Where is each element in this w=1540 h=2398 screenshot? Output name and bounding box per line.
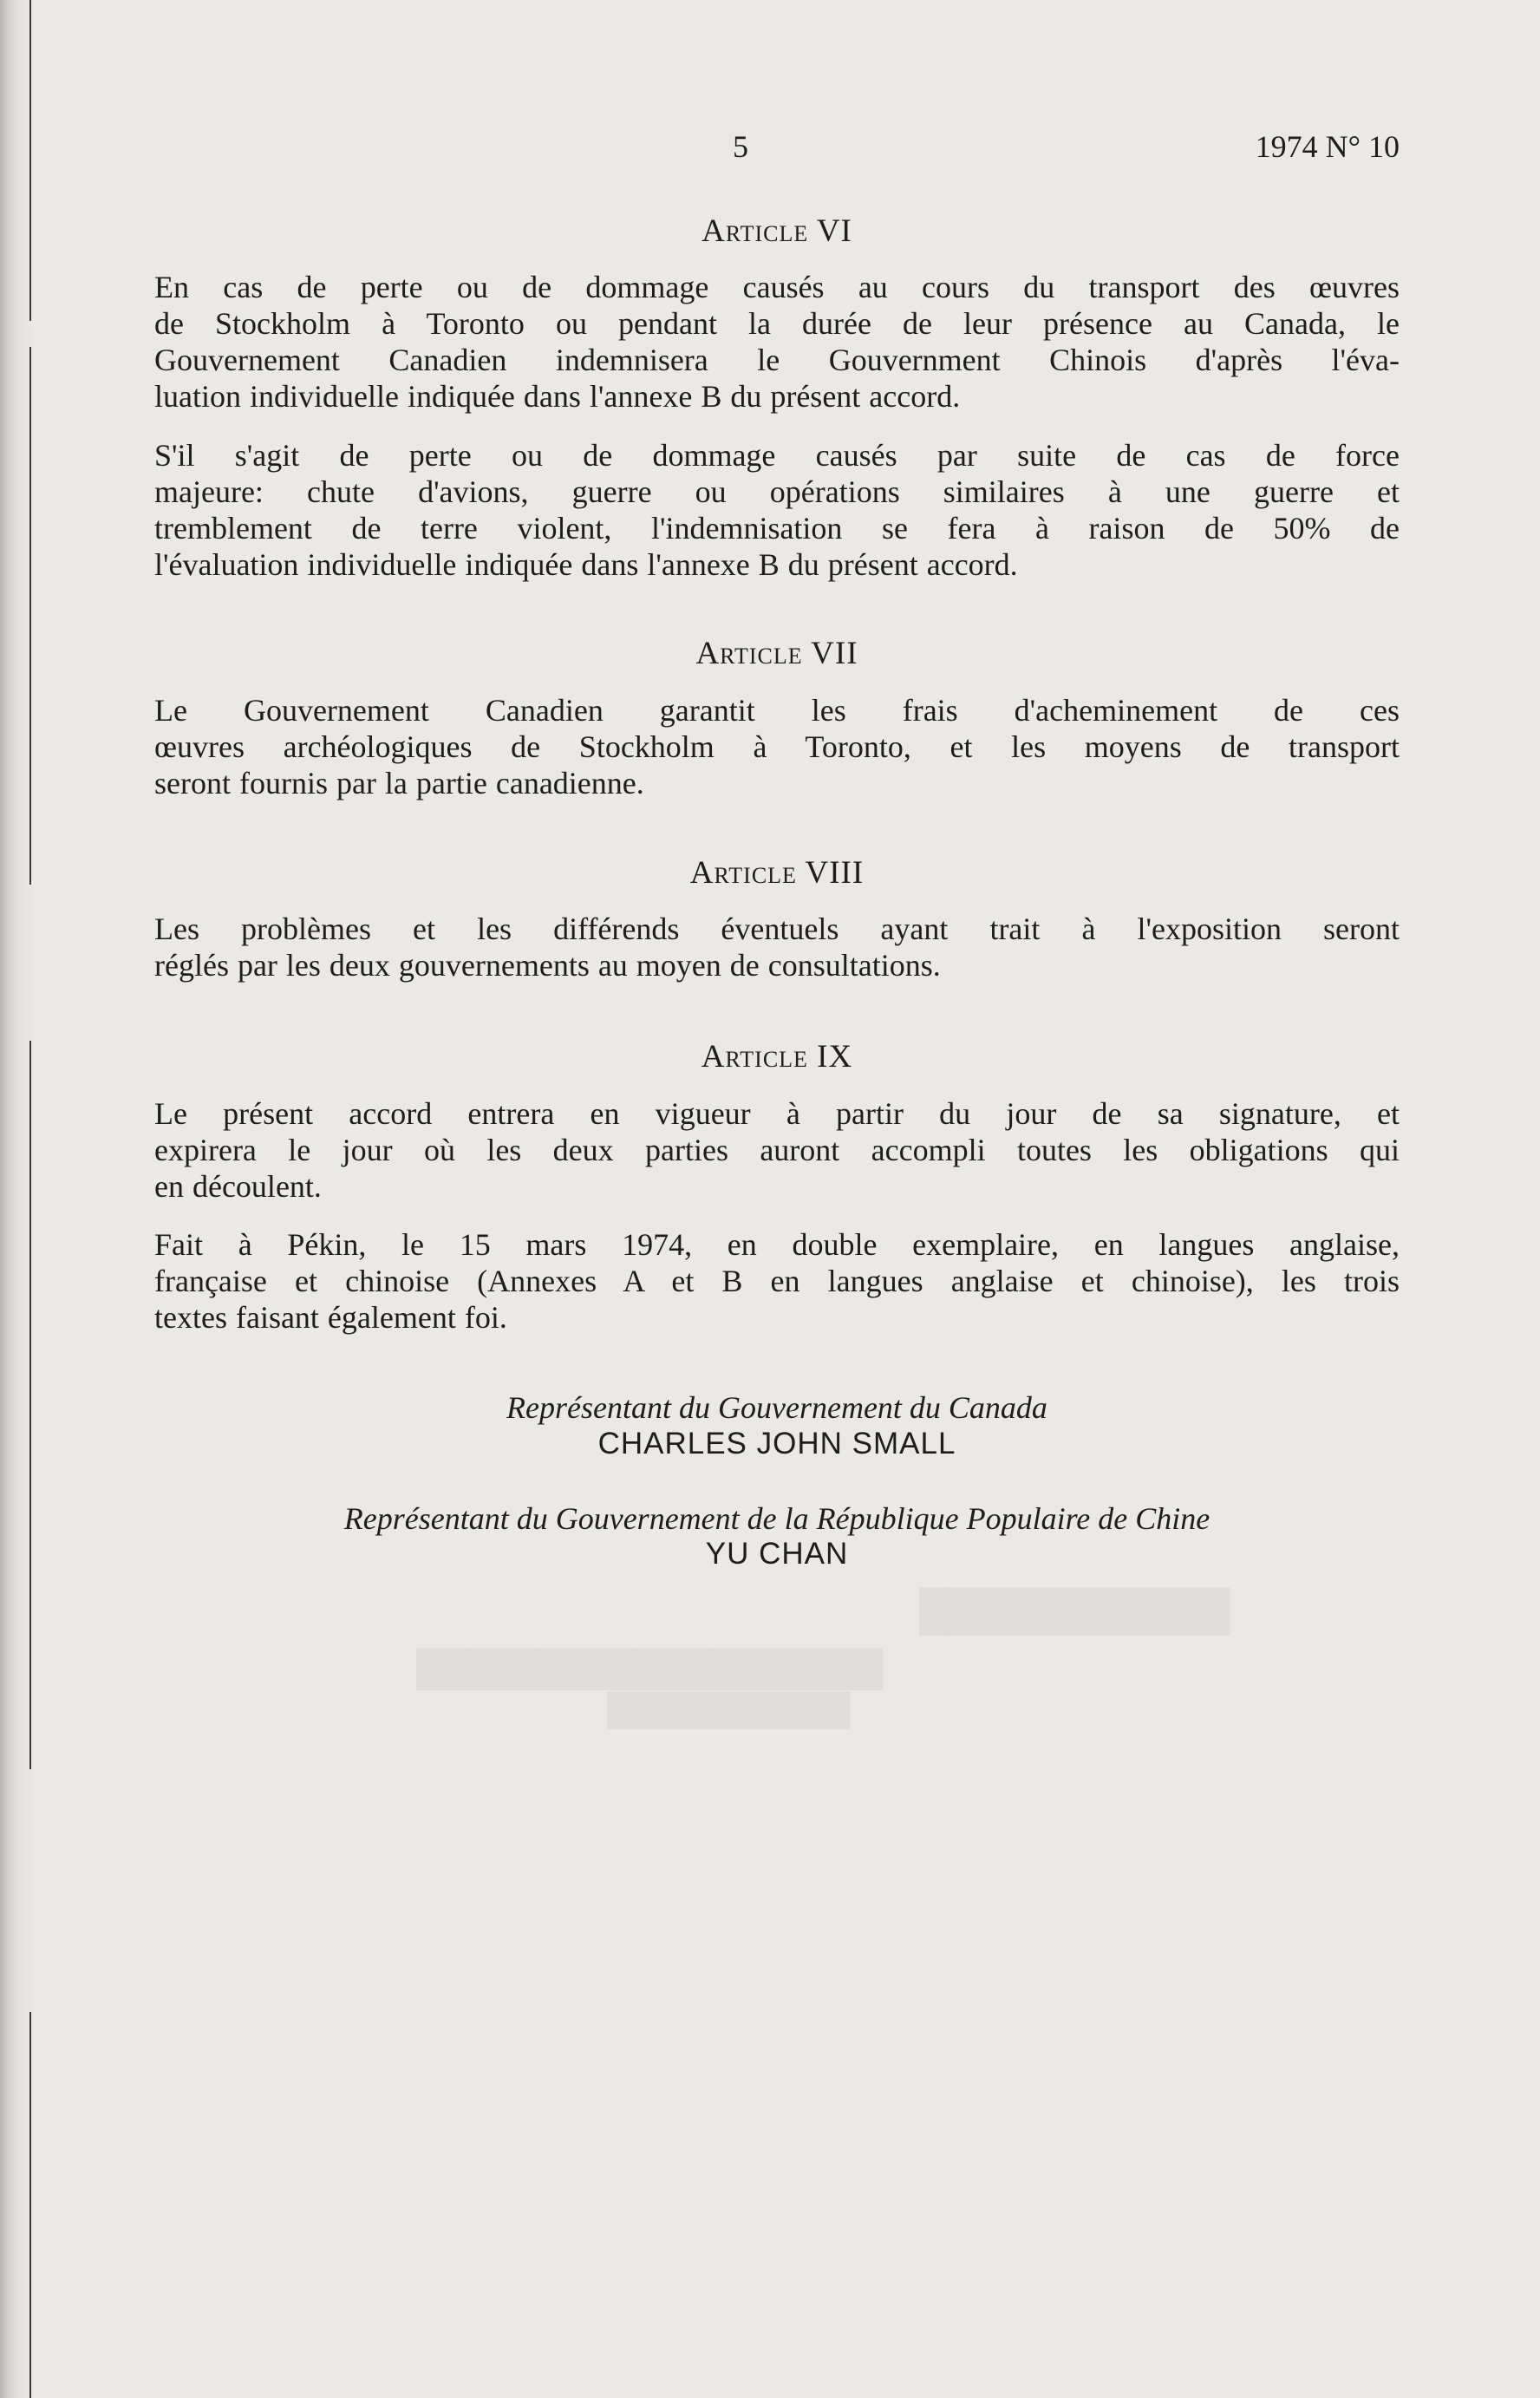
text-line: majeure: chute d'avions, guerre ou opérations similaires à une guerre et: [154, 474, 1400, 509]
text-line: tremblement de terre violent, l'indemnisation se fera à raison de 50% de: [154, 511, 1400, 546]
canada-representative-title: Représentant du Gouvernement du Canada: [506, 1390, 1047, 1425]
article-viii-paragraph-1: [154, 911, 1400, 983]
show-through-text: ███████████████████: [416, 1649, 884, 1688]
binding-line: [29, 0, 31, 321]
text-line: expirera le jour où les deux parties auront accompli toutes les obligations qui: [154, 1133, 1400, 1167]
article-ix-paragraph-1: [154, 1095, 1400, 1205]
canada-representative-name: CHARLES JOHN SMALL: [597, 1427, 956, 1460]
text-line: réglés par les deux gouvernements au moyen de consultations.: [154, 948, 941, 983]
text-line: de Stockholm à Toronto ou pendant la durée de leur présence au Canada, le: [154, 306, 1400, 341]
text-line: Le présent accord entrera en vigueur à partir du jour de sa signature, et: [154, 1096, 1400, 1131]
text-line: Gouvernement Canadien indemnisera le Gouvernment Chinois d'après l'éva-: [154, 343, 1400, 377]
document-reference: 1974 N° 10: [1255, 129, 1400, 164]
binding-line: [29, 2012, 31, 2398]
text-line: en découlent.: [154, 1169, 322, 1204]
text-line: seront fournis par la partie canadienne.: [154, 766, 644, 800]
page-binding-edge: [0, 0, 33, 2398]
text-line: l'évaluation individuelle indiquée dans l'annexe B du présent accord.: [154, 547, 1018, 582]
text-line: S'il s'agit de perte ou de dommage causés par suite de cas de force: [154, 438, 1400, 473]
binding-line: [29, 347, 31, 885]
article-ix-paragraph-2: [154, 1226, 1400, 1336]
text-line: française et chinoise (Annexes A et B en langues anglaise et chinoise), les trois: [154, 1264, 1400, 1298]
show-through-text: ███████████: [607, 1692, 851, 1727]
text-line: Les problèmes et les différends éventuels ayant trait à l'exposition seront: [154, 912, 1400, 946]
article-ix-heading: Article IX: [701, 1039, 853, 1075]
article-vi-heading: Article VI: [701, 213, 852, 249]
china-representative-name: YU CHAN: [705, 1537, 849, 1571]
article-vii-heading: Article VII: [695, 636, 858, 671]
text-line: Fait à Pékin, le 15 mars 1974, en double exemplaire, en langues anglaise,: [154, 1227, 1400, 1262]
article-viii-heading: Article VIII: [689, 855, 865, 891]
page-number: 5: [733, 129, 748, 164]
page-header: [154, 128, 1400, 172]
text-line: textes faisant également foi.: [154, 1300, 507, 1335]
show-through-text: ███████████: [919, 1588, 1230, 1632]
binding-line: [29, 1041, 31, 1769]
text-line: œuvres archéologiques de Stockholm à Toronto, et les moyens de transport: [154, 729, 1400, 764]
text-line: luation individuelle indiquée dans l'annexe B du présent accord.: [154, 379, 961, 414]
text-line: En cas de perte ou de dommage causés au cours du transport des œuvres: [154, 270, 1400, 304]
china-representative-title: Représentant du Gouvernement de la République Populaire de Chine: [343, 1501, 1210, 1536]
text-line: Le Gouvernement Canadien garantit les frais d'acheminement de ces: [154, 693, 1400, 728]
article-vii-paragraph-1: [154, 692, 1400, 801]
article-vi-paragraph-2: [154, 437, 1400, 583]
article-vi-paragraph-1: [154, 269, 1400, 415]
